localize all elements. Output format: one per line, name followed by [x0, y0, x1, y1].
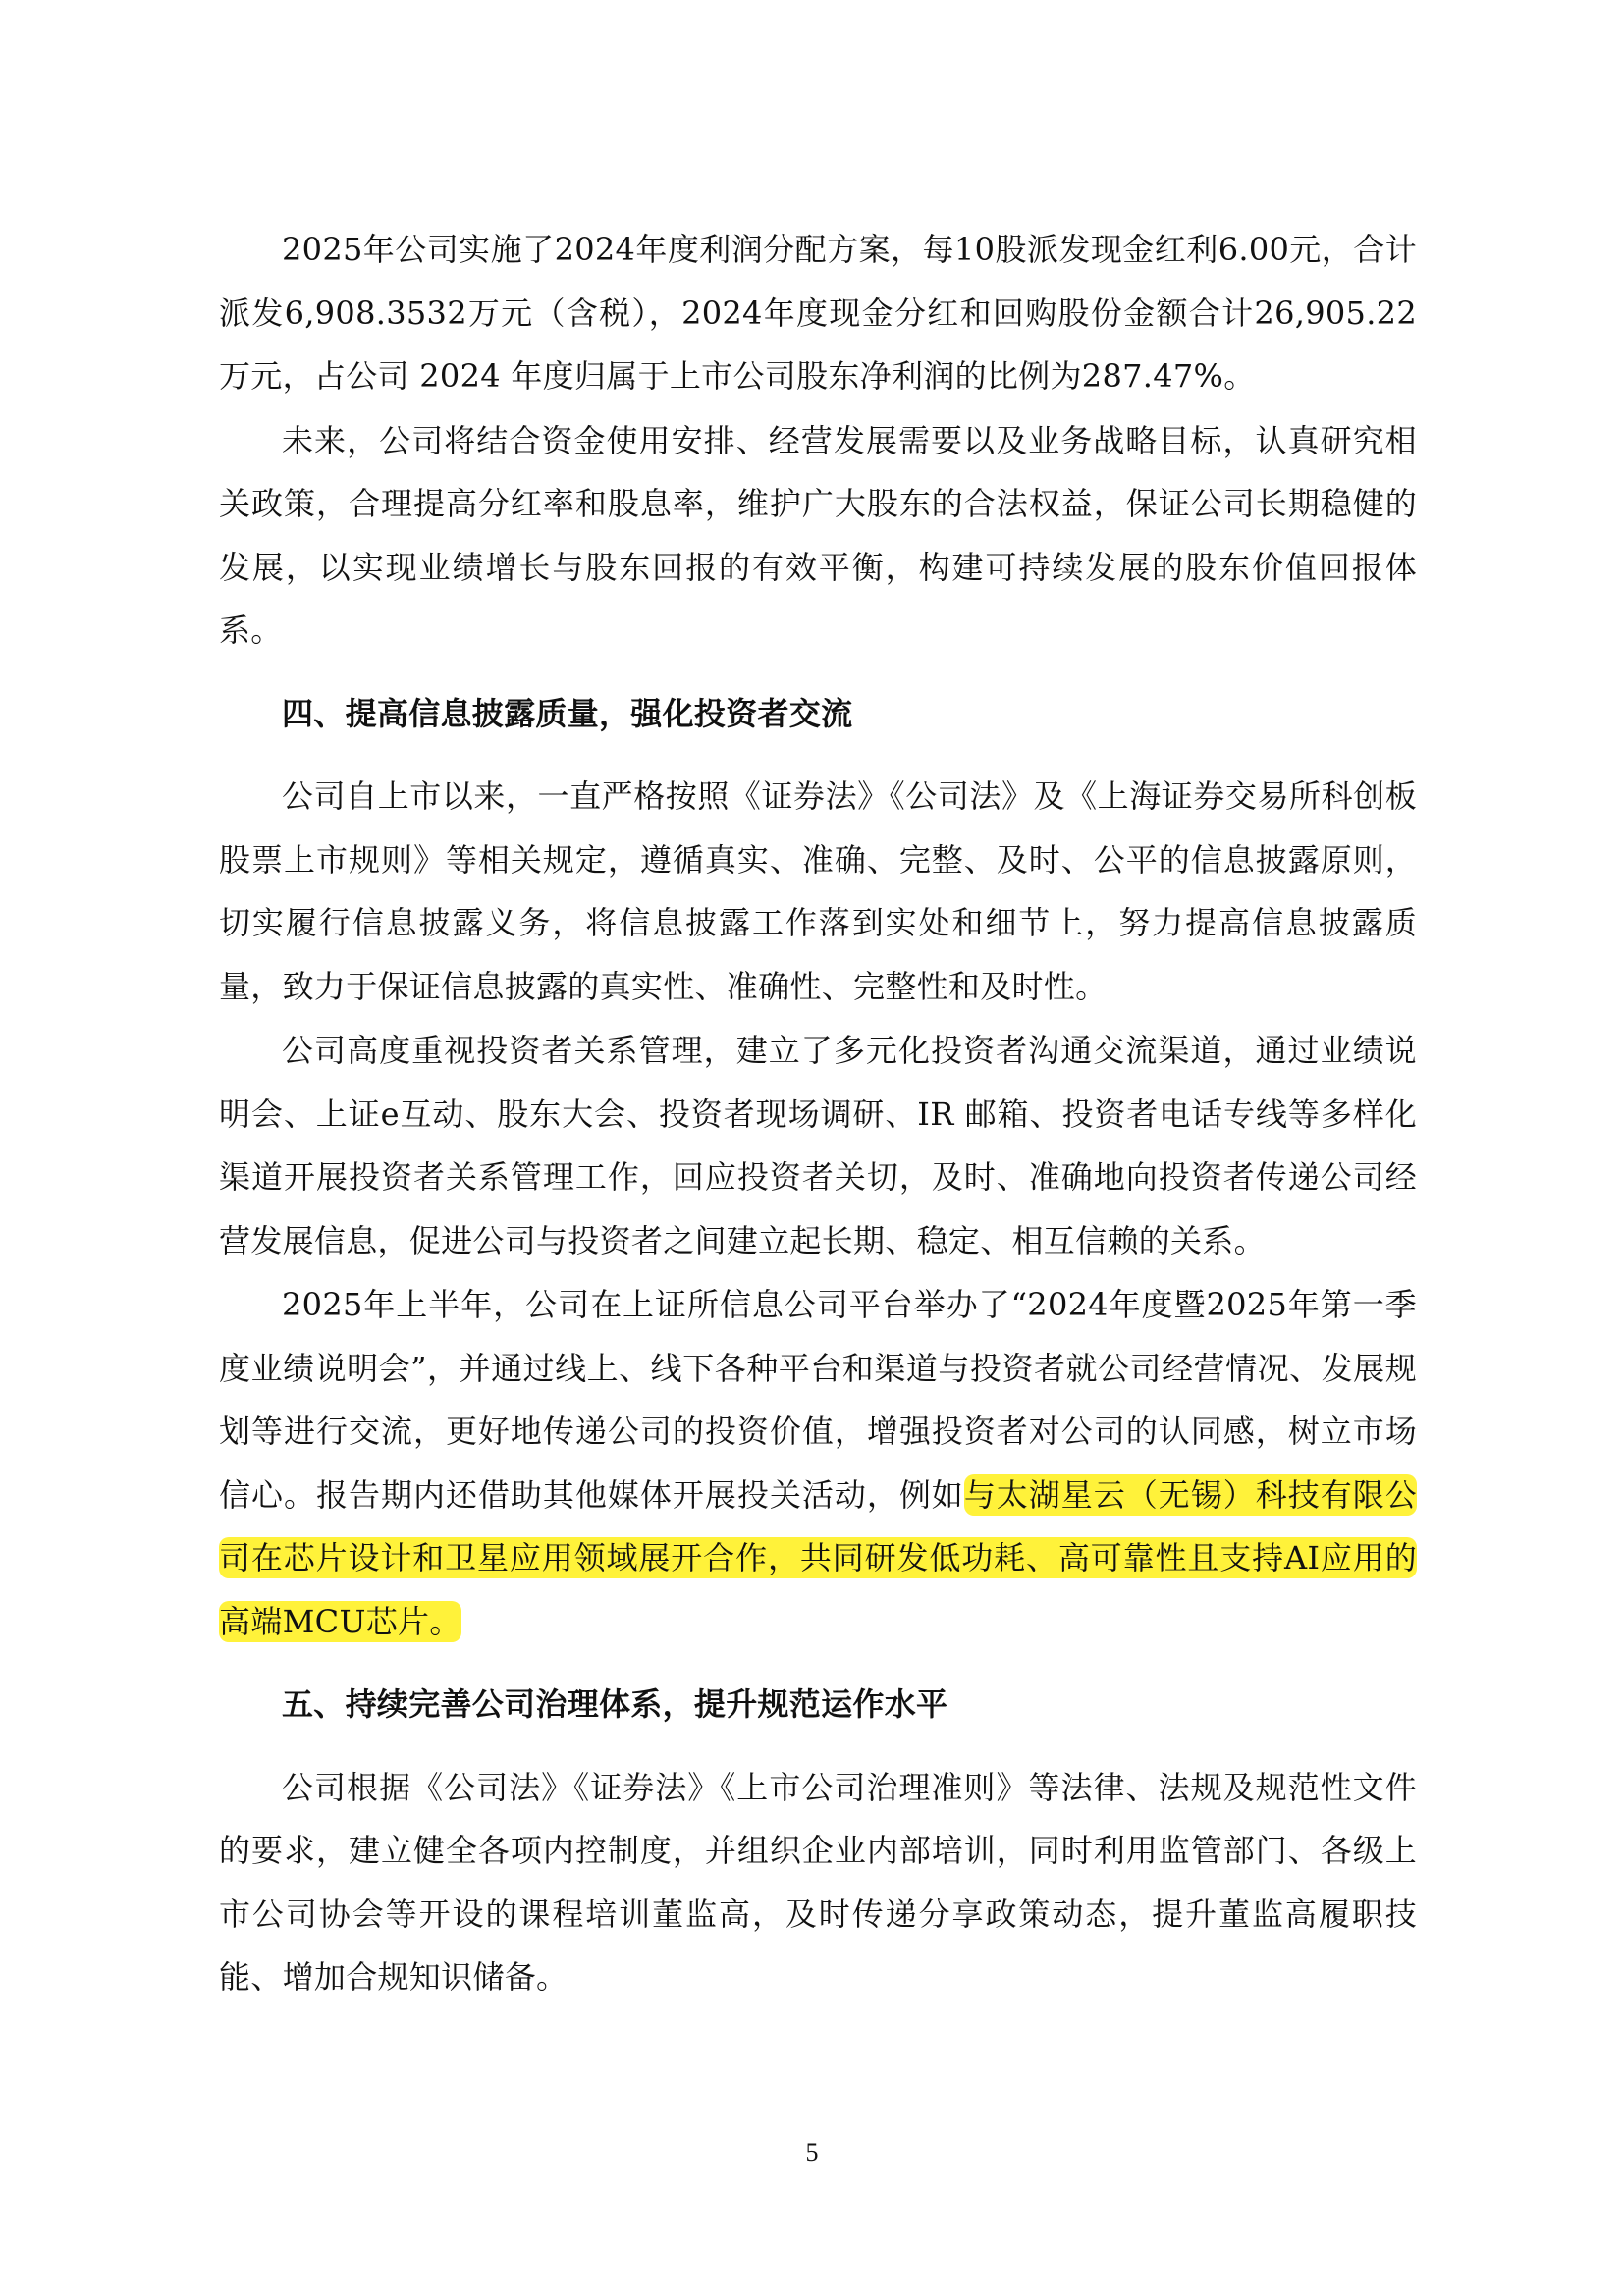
section-heading-governance: 五、持续完善公司治理体系，提升规范运作水平: [282, 1685, 948, 1723]
paragraph-governance-system: 公司根据《公司法》《证券法》《上市公司治理准则》等法律、法规及规范性文件的要求，建立健全各项内控制度，并组织企业内部培训，同时利用监管部门、各级上市公司协会等开设的课程培训董监高，及时传递分享政策动态，提升董监高履职技能、增加合规知识储备。: [219, 1768, 1417, 1996]
paragraph-future-return: 未来，公司将结合资金使用安排、经营发展需要以及业务战略目标，认真研究相关政策，合理提高分红率和股息率，维护广大股东的合法权益，保证公司长期稳健的发展，以实现业绩增长与股东回报的有效平衡，构建可持续发展的股东价值回报体系。: [219, 421, 1417, 649]
section-heading-disclosure: 四、提高信息披露质量，强化投资者交流: [282, 694, 853, 732]
highlighted-text: 与太湖星云（无锡）科技有限公司在芯片设计和卫星应用领域展开合作，共同研发低功耗、高可靠性且支持AI应用的高端MCU芯片。: [219, 1475, 1418, 1640]
paragraph-disclosure-practice: 公司自上市以来，一直严格按照《证券法》《公司法》及《上海证券交易所科创板股票上市规则》等相关规定，遵循真实、准确、完整、及时、公平的信息披露原则，切实履行信息披露义务，将信息披露工作落到实处和细节上，努力提高信息披露质量，致力于保证信息披露的真实性、准确性、完整性和及时性。: [219, 777, 1417, 1005]
document-body: [219, 218, 1417, 2009]
paragraph-investor-relations: 公司高度重视投资者关系管理，建立了多元化投资者沟通交流渠道，通过业绩说明会、上证e互动、股东大会、投资者现场调研、IR 邮箱、投资者电话专线等多样化渠道开展投资者关系管理工作，回应投资者关切，及时、准确地向投资者传递公司经营发展信息，促进公司与投资者之间建立起长期、稳定、相互信赖的关系。: [219, 1032, 1417, 1259]
paragraph-performance-briefing: [219, 1273, 1417, 1653]
page-number: 5: [805, 2138, 819, 2166]
paragraph-dividend-plan: 2025年公司实施了2024年度利润分配方案，每10股派发现金红利6.00元，合计派发6,908.3532万元（含税），2024年度现金分红和回购股份金额合计26,905.22万元，占公司 2024 年度归属于上市公司股东净利润的比例为287.47%。: [219, 231, 1417, 395]
paragraph-text: 2025年上半年，公司在上证所信息公司平台举办了“2024年度暨2025年第一季度业绩说明会”，并通过线上、线下各种平台和渠道与投资者就公司经营情况、发展规划等进行交流，更好地传递公司的投资价值，增强投资者对公司的认同感，树立市场信心。报告期内还借助其他媒体开展投关活动，例如: [219, 1286, 1417, 1514]
